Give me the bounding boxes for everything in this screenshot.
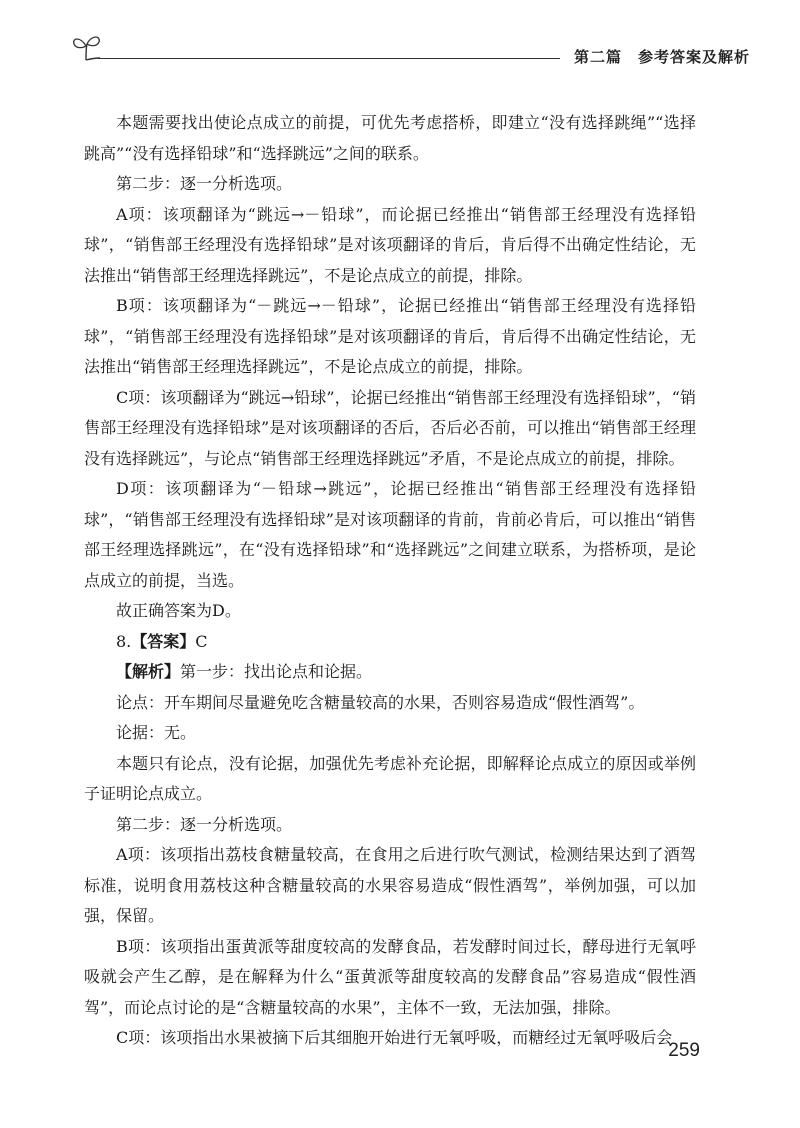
- option-c-analysis: C项：该项指出水果被摘下后其细胞开始进行无氧呼吸，而糖经过无氧呼吸后会: [116, 1028, 673, 1047]
- paragraph: 本题需要找出使论点成立的前提，可优先考虑搭桥，即建立“没有选择跳绳”“选择跳高”“没有选择铅球”和“选择跳远”之间的联系。: [84, 113, 696, 163]
- correct-answer-statement: 故正确答案为D。: [116, 601, 241, 620]
- option-c-analysis: C项：该项翻译为“跳远→铅球”，论据已经推出“销售部王经理没有选择铅球”，“销售部王经理没有选择铅球”是对该项翻译的否后，否后必否前，可以推出“销售部王经理没有选择跳远”，与论点“销售部王经理选择跳远”矛盾，不是论点成立的前提，排除。: [84, 387, 696, 468]
- page-header: [70, 30, 750, 70]
- paragraph: 论据：无。: [116, 723, 197, 742]
- option-b-analysis: B项：该项翻译为“－跳远→－铅球”，论据已经推出“销售部王经理没有选择铅球”，“销售部王经理没有选择铅球”是对该项翻译的肯后，肯后得不出确定性结论，无法推出“销售部王经理选择跳远”，不是论点成立的前提，排除。: [84, 296, 696, 376]
- question-number: 8.: [116, 631, 132, 651]
- paragraph: 第二步：逐一分析选项。: [116, 174, 293, 193]
- analysis-heading: [84, 657, 696, 688]
- answer-content: [84, 108, 696, 1054]
- analysis-label: 【解析】: [116, 662, 181, 681]
- paragraph: 本题只有论点，没有论据，加强优先考虑补充论据，即解释论点成立的原因或举例子证明论点成立。: [84, 753, 696, 803]
- paragraph: 第二步：逐一分析选项。: [116, 814, 293, 834]
- header-rule: [98, 58, 560, 59]
- section-title: 第二篇 参考答案及解析: [573, 48, 750, 66]
- paragraph: 论点：开车期间尽量避免吃含糖量较高的水果，否则容易造成“假性酒驾”。: [116, 692, 645, 712]
- option-a-analysis: A项：该项指出荔枝食糖量较高，在食用之后进行吹气测试，检测结果达到了酒驾标准，说明食用荔枝这种含糖量较高的水果容易造成“假性酒驾”，举例加强，可以加强，保留。: [84, 845, 696, 925]
- answer-value: C: [195, 631, 208, 651]
- page-number: 259: [668, 1040, 700, 1061]
- question-8-answer: [84, 627, 696, 658]
- option-b-analysis: B项：该项指出蛋黄派等甜度较高的发酵食品，若发酵时间过长，酵母进行无氧呼吸就会产生乙醇，是在解释为什么“蛋黄派等甜度较高的发酵食品”容易造成“假性酒驾”，而论点讨论的是“含糖量较高的水果”，主体不一致，无法加强，排除。: [84, 936, 696, 1017]
- option-a-analysis: A项：该项翻译为“跳远→－铅球”，而论据已经推出“销售部王经理没有选择铅球”，“销售部王经理没有选择铅球”是对该项翻译的肯后，肯后得不出确定性结论，无法推出“销售部王经理选择跳远”，不是论点成立的前提，排除。: [84, 204, 696, 285]
- answer-label: 【答案】: [131, 631, 196, 651]
- analysis-step: 第一步：找出论点和论据。: [180, 662, 373, 681]
- option-d-analysis: D项：该项翻译为“－铅球→跳远”，论据已经推出“销售部王经理没有选择铅球”，“销售部王经理没有选择铅球”是对该项翻译的肯前，肯前必肯后，可以推出“销售部王经理选择跳远”，在“没有选择铅球”和“选择跳远”之间建立联系，为搭桥项，是论点成立的前提，当选。: [84, 479, 696, 590]
